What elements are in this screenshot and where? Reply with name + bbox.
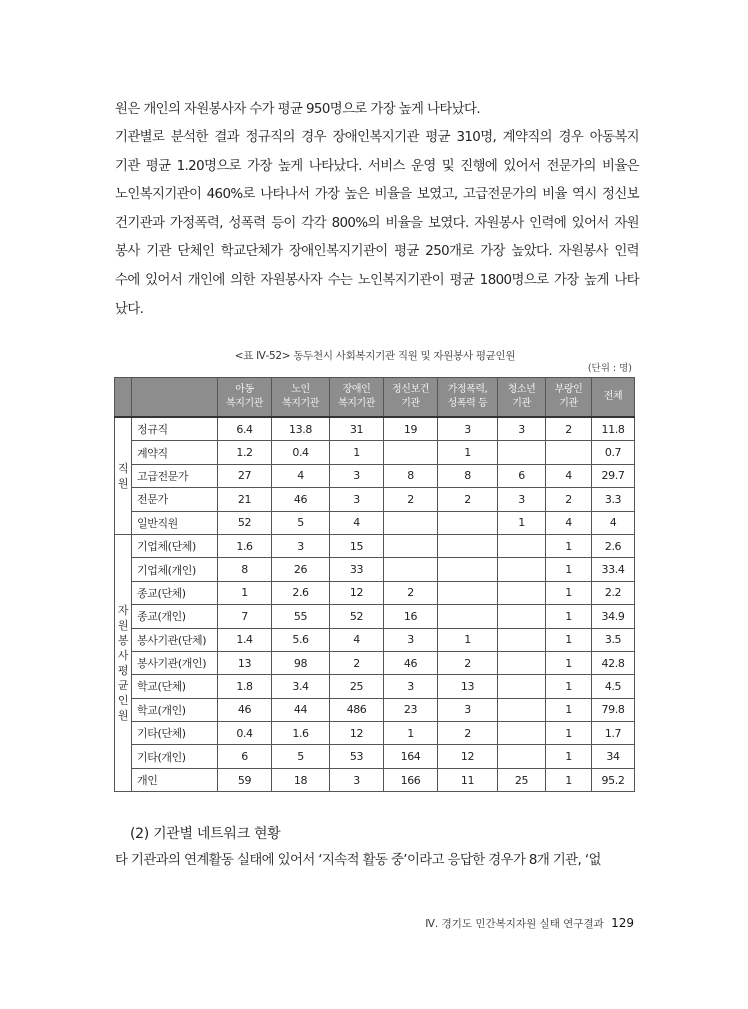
table-cell: 3 — [330, 464, 384, 487]
table-cell: 2 — [330, 651, 384, 674]
table-cell: 2.6 — [272, 581, 330, 604]
table-cell: 52 — [330, 605, 384, 628]
table-cell: 3 — [498, 417, 546, 441]
table-cell: 3 — [498, 488, 546, 511]
table-row — [115, 675, 635, 698]
table-cell: 34.9 — [592, 605, 635, 628]
row-label: 기업체(개인) — [132, 558, 218, 581]
table-cell: 3.3 — [592, 488, 635, 511]
table-cell: 1 — [546, 768, 592, 791]
table-row — [115, 722, 635, 745]
table-cell: 4 — [546, 464, 592, 487]
table-cell: 52 — [218, 511, 272, 534]
paragraph-line: 기관 평균 1.20명으로 가장 높게 나타났다. 서비스 운영 및 진행에 있어서 전문가의 비율은 — [115, 158, 639, 174]
table-row — [115, 534, 635, 557]
row-label: 기타(개인) — [132, 745, 218, 768]
table-row — [115, 511, 635, 534]
table-cell: 3 — [330, 488, 384, 511]
header-corner — [132, 378, 218, 418]
table-cell: 12 — [330, 581, 384, 604]
table-cell: 3 — [384, 675, 438, 698]
table-row — [115, 768, 635, 791]
table-cell: 1 — [498, 511, 546, 534]
table-cell — [546, 441, 592, 464]
table-cell: 1.6 — [272, 722, 330, 745]
header-cell: 장애인 복지기관 — [330, 378, 384, 418]
row-label: 개인 — [132, 768, 218, 791]
table-cell: 1.6 — [218, 534, 272, 557]
paragraph-line: 원은 개인의 자원봉사자 수가 평균 950명으로 가장 높게 나타났다. — [115, 102, 481, 117]
table-caption: <표 Ⅳ-52> 동두천시 사회복지기관 직원 및 자원봉사 평균인원 — [234, 350, 516, 362]
table-cell: 26 — [272, 558, 330, 581]
table-cell — [438, 558, 498, 581]
table-cell — [384, 441, 438, 464]
table-cell: 8 — [218, 558, 272, 581]
header-cell: 정신보건 기관 — [384, 378, 438, 418]
table-cell: 166 — [384, 768, 438, 791]
header-cell: 노인 복지기관 — [272, 378, 330, 418]
table-cell: 3 — [330, 768, 384, 791]
table-cell: 3 — [438, 417, 498, 441]
table-cell — [438, 605, 498, 628]
page-number: 129 — [611, 916, 634, 930]
table-cell: 8 — [384, 464, 438, 487]
table-row — [115, 651, 635, 674]
paragraph-line: 건기관과 가정폭력, 성폭력 등이 각각 800%의 비율을 보였다. 자원봉사 인력에 있어서 자원 — [115, 215, 639, 231]
table-cell: 1.2 — [218, 441, 272, 464]
table-cell — [498, 558, 546, 581]
table-cell: 2 — [546, 488, 592, 511]
table-cell: 1.7 — [592, 722, 635, 745]
table-cell: 1 — [546, 558, 592, 581]
table-cell: 2.6 — [592, 534, 635, 557]
row-label: 종교(단체) — [132, 581, 218, 604]
table-cell: 59 — [218, 768, 272, 791]
table-cell: 1 — [438, 628, 498, 651]
table-cell — [384, 511, 438, 534]
table-cell: 12 — [330, 722, 384, 745]
header-corner — [115, 378, 132, 418]
table-cell: 3.5 — [592, 628, 635, 651]
table-cell: 2.2 — [592, 581, 635, 604]
table-cell: 13 — [218, 651, 272, 674]
table-cell: 4 — [546, 511, 592, 534]
table-cell — [498, 581, 546, 604]
table-body — [115, 417, 635, 792]
table-cell: 44 — [272, 698, 330, 721]
table-cell: 3 — [272, 534, 330, 557]
table-cell — [438, 511, 498, 534]
table-cell: 1 — [546, 698, 592, 721]
table-cell: 8 — [438, 464, 498, 487]
table-cell: 42.8 — [592, 651, 635, 674]
table-cell: 21 — [218, 488, 272, 511]
table-cell: 46 — [272, 488, 330, 511]
table-cell: 2 — [438, 722, 498, 745]
table-cell: 4 — [330, 628, 384, 651]
group-label-volunteer: 자원봉사평균인원 — [115, 534, 132, 791]
table-cell: 6 — [218, 745, 272, 768]
row-label: 종교(개인) — [132, 605, 218, 628]
header-cell: 가정폭력, 성폭력 등 — [438, 378, 498, 418]
table-cell — [384, 558, 438, 581]
table-cell: 13 — [438, 675, 498, 698]
table-cell: 1 — [546, 675, 592, 698]
header-cell: 전체 — [592, 378, 635, 418]
table-cell: 34 — [592, 745, 635, 768]
table-cell: 19 — [384, 417, 438, 441]
paragraph-line: 기관별로 분석한 결과 정규직의 경우 장애인복지기관 평균 310명, 계약직의 경우 아동복지 — [115, 130, 639, 145]
page-footer — [380, 916, 634, 931]
table-cell: 2 — [438, 651, 498, 674]
table-cell: 1 — [546, 605, 592, 628]
paragraph-line: 노인복지기관이 460%로 나타나서 가장 높은 비율을 보였고, 고급전문가의 비율 역시 정신보 — [115, 187, 639, 203]
header-cell: 부랑인 기관 — [546, 378, 592, 418]
table-cell — [438, 534, 498, 557]
table-cell — [498, 651, 546, 674]
table-cell: 6.4 — [218, 417, 272, 441]
paragraph-line: 났다. — [115, 301, 144, 317]
table-cell: 13.8 — [272, 417, 330, 441]
table-cell: 0.7 — [592, 441, 635, 464]
table-row — [115, 698, 635, 721]
table-cell: 1 — [384, 722, 438, 745]
table-unit: (단위 : 명) — [587, 363, 632, 374]
table-row — [115, 605, 635, 628]
table-cell: 1 — [546, 534, 592, 557]
group-label-staff: 직원 — [115, 417, 132, 534]
table-cell: 12 — [438, 745, 498, 768]
table-cell: 53 — [330, 745, 384, 768]
table-cell — [384, 534, 438, 557]
table-cell: 2 — [546, 417, 592, 441]
table-cell: 11.8 — [592, 417, 635, 441]
table-cell: 98 — [272, 651, 330, 674]
table-cell: 4.5 — [592, 675, 635, 698]
table-cell: 46 — [218, 698, 272, 721]
table-cell — [438, 581, 498, 604]
table-cell: 25 — [330, 675, 384, 698]
table-cell: 1 — [546, 722, 592, 745]
table-cell: 29.7 — [592, 464, 635, 487]
table-cell: 1 — [546, 651, 592, 674]
row-label: 학교(개인) — [132, 698, 218, 721]
table-cell: 5 — [272, 511, 330, 534]
table-cell: 4 — [330, 511, 384, 534]
table-cell: 95.2 — [592, 768, 635, 791]
table-cell: 0.4 — [218, 722, 272, 745]
table-cell — [498, 534, 546, 557]
table-cell: 2 — [384, 581, 438, 604]
staff-volunteer-table — [114, 377, 635, 792]
table-cell: 16 — [384, 605, 438, 628]
table-cell: 1 — [546, 628, 592, 651]
table-cell: 5.6 — [272, 628, 330, 651]
header-cell: 아동 복지기관 — [218, 378, 272, 418]
table-cell — [498, 605, 546, 628]
table-cell: 25 — [498, 768, 546, 791]
table-row — [115, 628, 635, 651]
row-label: 계약직 — [132, 441, 218, 464]
table-cell: 27 — [218, 464, 272, 487]
row-label: 학교(단체) — [132, 675, 218, 698]
table-cell — [498, 675, 546, 698]
row-label: 고급전문가 — [132, 464, 218, 487]
table-row — [115, 488, 635, 511]
table-cell — [498, 441, 546, 464]
table-row — [115, 441, 635, 464]
table-cell — [498, 698, 546, 721]
table-cell — [498, 745, 546, 768]
table-cell: 1.4 — [218, 628, 272, 651]
table-cell: 15 — [330, 534, 384, 557]
table-cell: 486 — [330, 698, 384, 721]
section-body-text: 타 기관과의 연계활동 실태에 있어서 ‘지속적 활동 중’이라고 응답한 경우가 8개 기관, ‘없 — [115, 853, 601, 868]
table-row — [115, 581, 635, 604]
row-label: 봉사기관(개인) — [132, 651, 218, 674]
table-row — [115, 417, 635, 441]
table-row — [115, 464, 635, 487]
section-heading: (2) 기관별 네트워크 현황 — [130, 826, 281, 842]
row-label: 정규직 — [132, 417, 218, 441]
footer-chapter: Ⅳ. 경기도 민간복지자원 실태 연구결과 — [425, 918, 604, 930]
table-row — [115, 745, 635, 768]
table-cell: 2 — [438, 488, 498, 511]
table-cell: 46 — [384, 651, 438, 674]
table-cell: 1 — [546, 745, 592, 768]
table-cell: 33.4 — [592, 558, 635, 581]
table-cell: 7 — [218, 605, 272, 628]
paragraph-intro — [115, 96, 639, 125]
table-cell — [498, 628, 546, 651]
table-cell: 0.4 — [272, 441, 330, 464]
table-cell: 3.4 — [272, 675, 330, 698]
table-cell: 6 — [498, 464, 546, 487]
table-cell: 1 — [546, 581, 592, 604]
table-header-row — [115, 378, 635, 418]
table-cell: 3 — [438, 698, 498, 721]
paragraph-line: 수에 있어서 개인에 의한 자원봉사자 수는 노인복지기관이 평균 1800명으로 가장 높게 나타 — [115, 272, 639, 288]
table-cell: 2 — [384, 488, 438, 511]
table-cell: 1 — [218, 581, 272, 604]
paragraph-line: 봉사 기관 단체인 학교단체가 장애인복지기관이 평균 250개로 가장 높았다. 자원봉사 인력 — [115, 244, 639, 260]
table-cell: 1 — [330, 441, 384, 464]
table-cell: 55 — [272, 605, 330, 628]
table-cell: 1.8 — [218, 675, 272, 698]
row-label: 전문가 — [132, 488, 218, 511]
table-cell: 164 — [384, 745, 438, 768]
header-cell: 청소년 기관 — [498, 378, 546, 418]
table-cell: 3 — [384, 628, 438, 651]
table-cell: 4 — [272, 464, 330, 487]
table-cell: 11 — [438, 768, 498, 791]
row-label: 일반직원 — [132, 511, 218, 534]
paragraph-analysis — [115, 124, 639, 324]
row-label: 봉사기관(단체) — [132, 628, 218, 651]
row-label: 기업체(단체) — [132, 534, 218, 557]
table-cell: 1 — [438, 441, 498, 464]
table-cell: 18 — [272, 768, 330, 791]
table-cell: 33 — [330, 558, 384, 581]
table-cell: 4 — [592, 511, 635, 534]
table-row — [115, 558, 635, 581]
row-label: 기타(단체) — [132, 722, 218, 745]
table-cell: 31 — [330, 417, 384, 441]
table-cell: 5 — [272, 745, 330, 768]
table-cell — [498, 722, 546, 745]
table-cell: 23 — [384, 698, 438, 721]
table-cell: 79.8 — [592, 698, 635, 721]
